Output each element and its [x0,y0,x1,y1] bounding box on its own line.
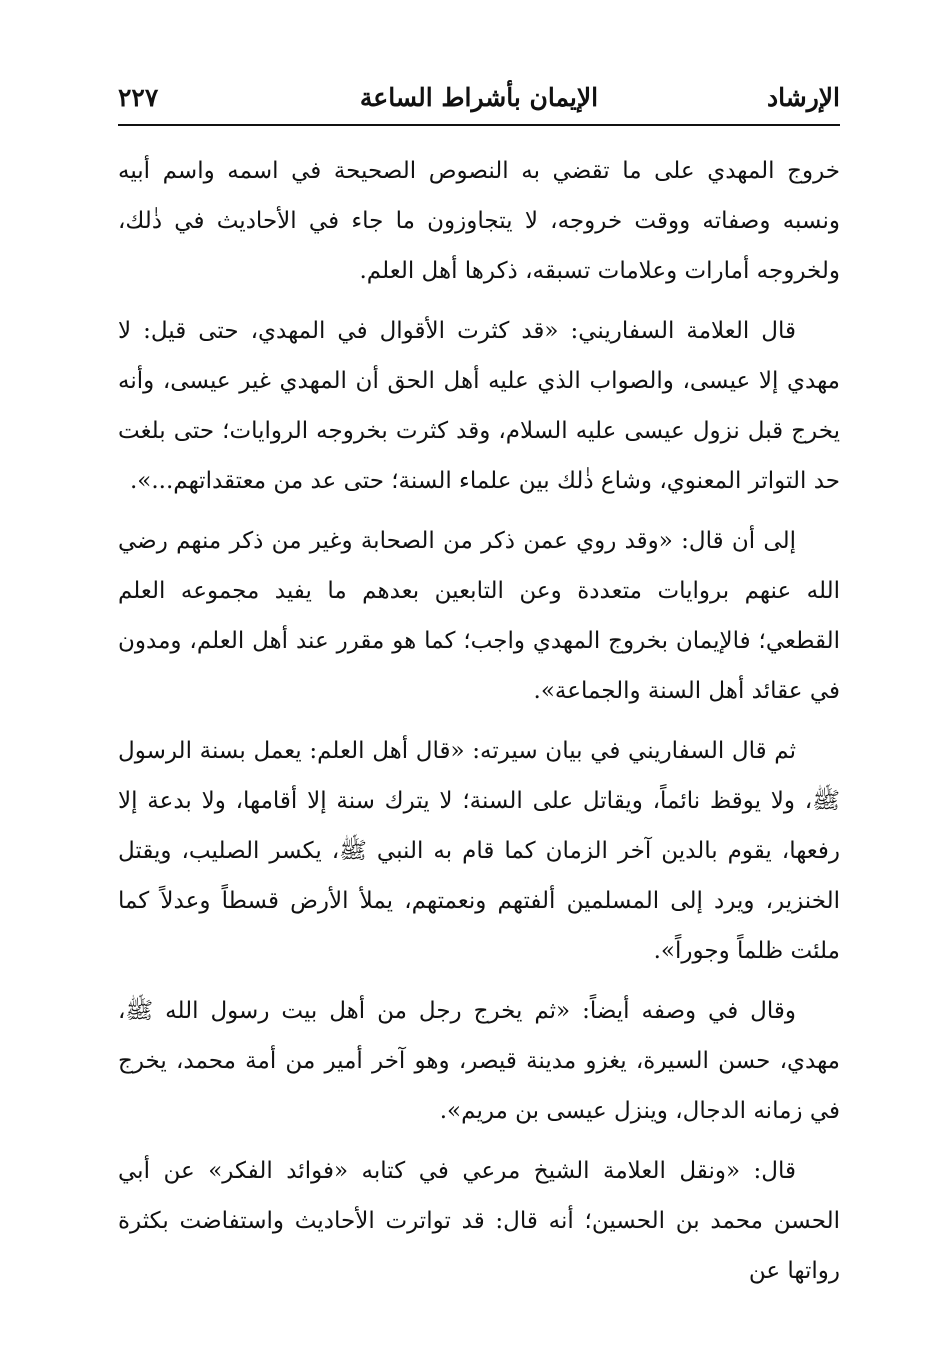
paragraph-3: إلى أن قال: «وقد روي عمن ذكر من الصحابة وغير من ذكر منهم رضي الله عنهم بروايات متعددة وعن التابعين بعدهم ما يفيد مجموعه العلم القطعي؛ فالإيمان بخروج المهدي واجب؛ كما هو مقرر عند أهل العلم، ومدون في عقائد أهل السنة والجماعة». [118,528,840,704]
paragraph-2: قال العلامة السفاريني: «قد كثرت الأقوال في المهدي، حتى قيل: لا مهدي إلا عيسى، والصواب الذي عليه أهل الحق أن المهدي غير عيسى، وأنه يخرج قبل نزول عيسى عليه السلام، وقد كثرت بخروجه الروايات؛ حتى بلغت حد التواتر المعنوي، وشاع ذٰلك بين علماء السنة؛ حتى عد من معتقداتهم...». [118,318,840,494]
body-text [118,146,840,1296]
header-divider [118,124,840,126]
paragraph-6: قال: «ونقل العلامة الشيخ مرعي في كتابه «فوائد الفكر» عن أبي الحسن محمد بن الحسين؛ أنه قال: قد تواترت الأحاديث واستفاضت بكثرة رواتها عن [118,1158,840,1284]
book-title: الإرشاد [767,83,840,112]
paragraph-1: خروج المهدي على ما تقضي به النصوص الصحيحة في اسمه واسم أبيه ونسبه وصفاته ووقت خروجه، لا يتجاوزون ما جاء في الأحاديث في ذٰلك، ولخروجه أمارات وعلامات تسبقه، ذكرها أهل العلم. [118,158,840,284]
page-number: ٢٢٧ [118,83,159,112]
chapter-title: الإيمان بأشراط الساعة [359,83,599,112]
paragraph-4: ثم قال السفاريني في بيان سيرته: «قال أهل العلم: يعمل بسنة الرسول ﷺ، ولا يوقظ نائماً، ويقاتل على السنة؛ لا يترك سنة إلا أقامها، ولا بدعة إلا رفعها، يقوم بالدين آخر الزمان كما قام به النبي ﷺ، يكسر الصليب، ويقتل الخنزير، ويرد إلى المسلمين ألفتهم ونعمتهم، يملأ الأرض قسطاً وعدلاً كما ملئت ظلماً وجوراً». [118,738,840,964]
paragraph-5: وقال في وصفه أيضاً: «ثم يخرج رجل من أهل بيت رسول الله ﷺ، مهدي، حسن السيرة، يغزو مدينة قيصر، وهو آخر أمير من أمة محمد، يخرج في زمانه الدجال، وينزل عيسى بن مريم». [118,998,840,1124]
running-header [118,78,840,122]
